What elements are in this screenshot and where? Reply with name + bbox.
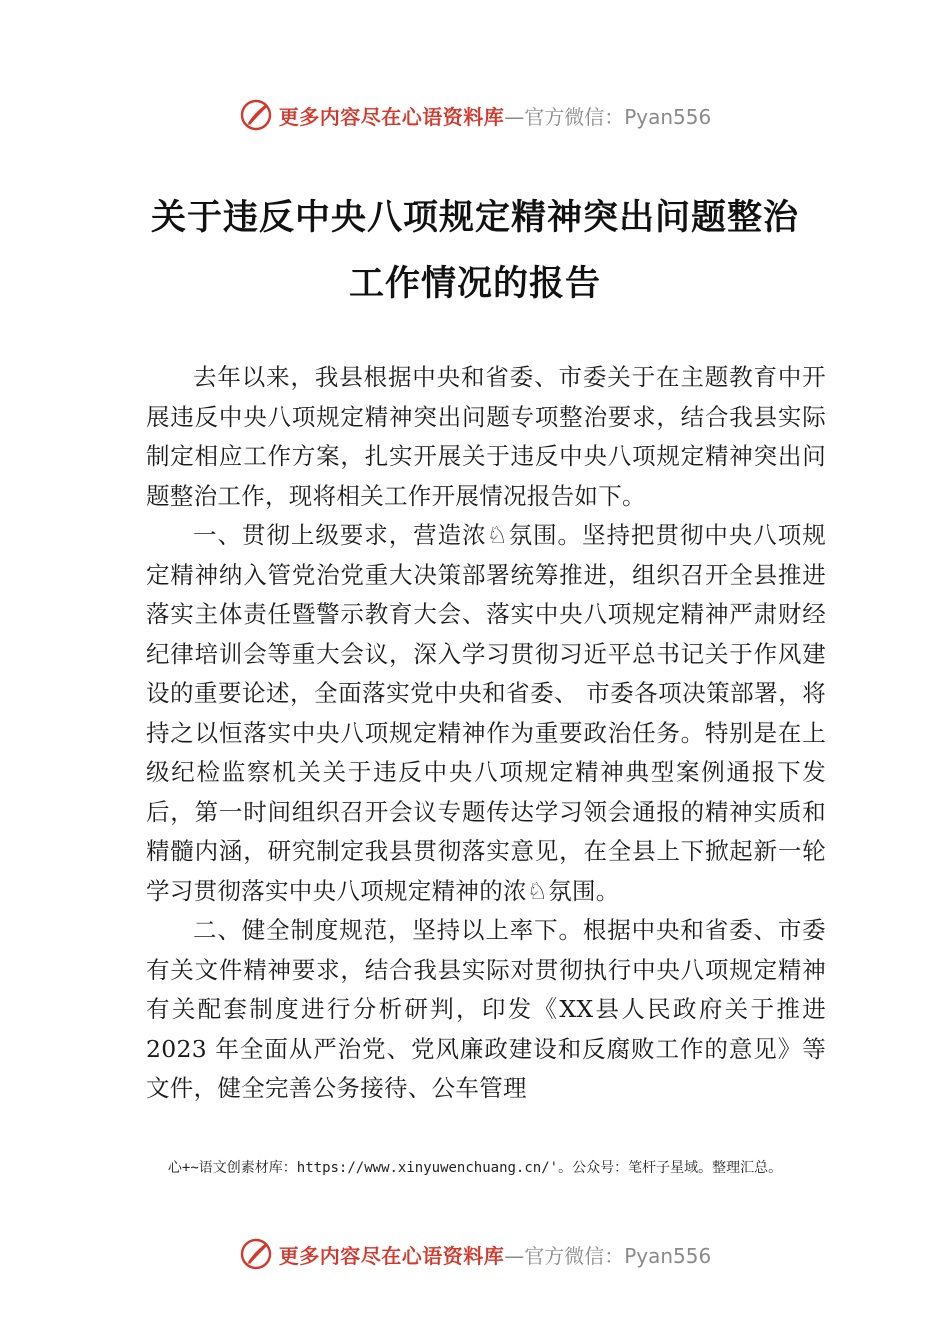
- brush-pen-seal-icon: [239, 1237, 273, 1271]
- watermark-main-text: 更多内容尽在心语资料库: [278, 1243, 505, 1268]
- watermark-suffix-text: —官方微信：Pyan556: [504, 104, 712, 129]
- paragraph-section-1: 一、贯彻上级要求，营造浓♘氛围。坚持把贯彻中央八项规定精神纳入管党治党重大决策部署统筹推进，组织召开全县推进落实主体责任暨警示教育大会、落实中央八项规定精神严肃财经纪律培训会等重大会议，深入学习贯彻习近平总书记关于作风建设的重要论述，全面落实党中央和省委、 市委各项决策部署，将持之以恒落实中央八项规定精神作为重要政治任务。特别是在上级纪检监察机关关于违反中央八项规定精神典型案例通报下发后，第一时间组织召开会议专题传达学习领会通报的精神实质和精髓内涵，研究制定我县贯彻落实意见，在全县上下掀起新一轮学习贯彻落实中央八项规定精神的浓♘氛围。: [146, 521, 826, 905]
- document-title-line-2: 工作情况的报告: [348, 263, 601, 304]
- document-title-line-1: 关于违反中央八项规定精神突出问题整治: [150, 197, 799, 238]
- paragraph-section-2: 二、健全制度规范，坚持以上率下。根据中央和省委、市委有关文件精神要求，结合我县实际对贯彻执行中央八项规定精神有关配套制度进行分析研判，印发《XX县人民政府关于推进 2023 年全面从严治党、党风廉政建设和反腐败工作的意见》等文件，健全完善公务接待、公车管理: [146, 916, 826, 1102]
- watermark-suffix-text: —官方微信：Pyan556: [504, 1243, 712, 1268]
- watermark-main-text: 更多内容尽在心语资料库: [278, 104, 505, 129]
- footer-watermark: [0, 1232, 950, 1276]
- document-body: [146, 358, 826, 1109]
- brush-pen-seal-icon: [239, 98, 273, 132]
- header-watermark: [0, 93, 950, 137]
- paragraph-intro: 去年以来，我县根据中央和省委、市委关于在主题教育中开展违反中央八项规定精神突出问题专项整治要求，结合我县实际制定相应工作方案，扎实开展关于违反中央八项规定精神突出问题整治工作，现将相关工作开展情况报告如下。: [146, 363, 826, 510]
- source-note: 心+~语文创素材库：https://www.xinyuwenchuang.cn/'。公众号：笔杆子星域。整理汇总。: [167, 1160, 783, 1176]
